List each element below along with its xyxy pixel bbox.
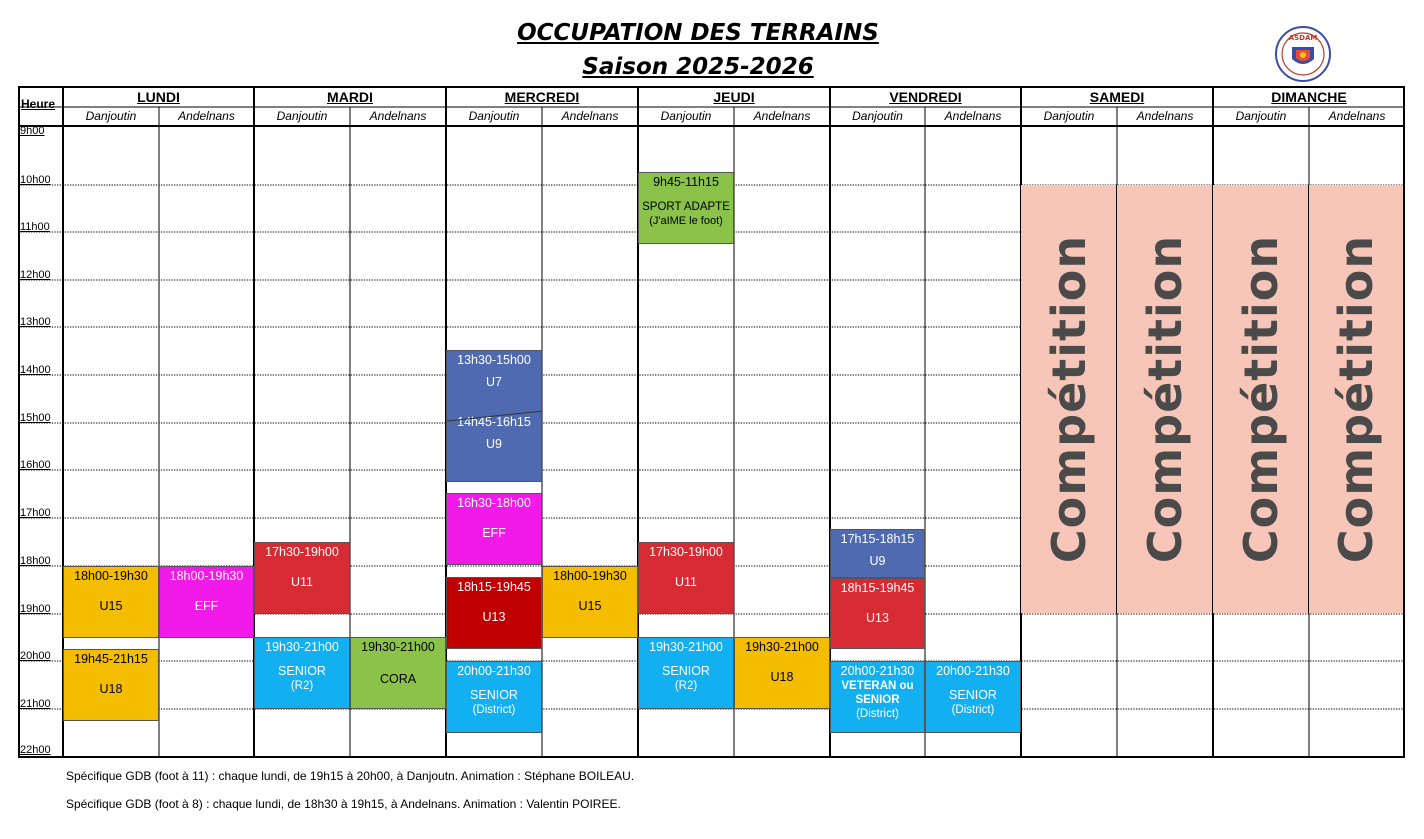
session-block-senior: 20h00-21h30 SENIOR (District) [925, 661, 1021, 733]
competition-block: Compétition [1117, 185, 1213, 613]
field-header: Andelnans [178, 109, 235, 123]
hour-label: 11h00 [20, 221, 50, 233]
field-header: Andelnans [753, 109, 811, 123]
session-block-senior: 20h00-21h30 SENIOR (District) [446, 661, 542, 733]
day-header-jeudi: JEUDI [713, 89, 755, 105]
day-header-dimanche: DIMANCHE [1271, 89, 1347, 105]
session-block-cora: 19h30-21h00 CORA [350, 637, 446, 709]
hour-label: 14h00 [20, 364, 51, 376]
field-header: Danjoutin [660, 109, 712, 123]
field-header: Andelnans [944, 109, 1002, 123]
session-block-eff: 18h00-19h30 EFF [159, 566, 254, 638]
club-logo-icon [1274, 25, 1332, 83]
day-header-samedi: SAMEDI [1089, 89, 1145, 105]
season-title: Saison 2025-2026 [582, 54, 814, 80]
note-line: Spécifique GDB (foot à 8) : chaque lundi, de 18h30 à 19h15, à Andelnans. Animation : Valentin POIREE. [66, 797, 621, 811]
session-block-u15: 18h00-19h30 U15 [63, 566, 159, 638]
svg-text:ASDAM: ASDAM [1288, 34, 1318, 42]
field-header: Andelnans [369, 109, 427, 123]
field-header: Danjoutin [276, 109, 328, 123]
competition-block: Compétition [1213, 185, 1309, 613]
hour-label: 15h00 [20, 412, 51, 424]
hour-label: 22h00 [20, 744, 51, 756]
field-header: Andelnans [561, 109, 619, 123]
session-block-u7-u9: 13h30-15h00 U7 14h45-16h15 U9 [446, 350, 542, 482]
split-line [447, 351, 542, 482]
competition-block: Compétition [1021, 185, 1117, 613]
session-block-u15: 18h00-19h30 U15 [542, 566, 638, 638]
hour-label: 18h00 [20, 555, 51, 567]
session-block-sport-adapte: 9h45-11h15 SPORT ADAPTE (J'aIME le foot) [638, 172, 734, 244]
hour-column-header: Heure [21, 97, 56, 111]
session-block-senior: 19h30-21h00 SENIOR (R2) [638, 637, 734, 709]
session-block-senior: 19h30-21h00 SENIOR (R2) [254, 637, 350, 709]
session-block-eff: 16h30-18h00 EFF [446, 493, 542, 565]
note-line: Spécifique GDB (foot à 11) : chaque lundi, de 19h15 à 20h00, à Danjoutn. Animation : Stéphane BOILEAU. [66, 769, 635, 783]
session-block-u11: 17h30-19h00 U11 [254, 542, 350, 614]
hour-label: 13h00 [20, 316, 51, 328]
day-header-vendredi: VENDREDI [889, 89, 962, 105]
hour-label: 16h00 [20, 459, 51, 471]
day-header-mardi: MARDI [327, 89, 373, 105]
day-header-mercredi: MERCREDI [504, 89, 580, 105]
hour-label: 21h00 [20, 698, 51, 710]
session-block-u9: 17h15-18h15 U9 [830, 529, 925, 578]
hour-label: 17h00 [20, 507, 51, 519]
field-header: Danjoutin [1043, 109, 1095, 123]
hour-label: 10h00 [20, 174, 51, 186]
field-header: Danjoutin [468, 109, 520, 123]
hour-label: 9h00 [20, 125, 45, 137]
field-header: Andelnans [1328, 109, 1386, 123]
day-header-lundi: LUNDI [137, 89, 180, 105]
competition-block: Compétition [1309, 185, 1404, 613]
field-header: Andelnans [1136, 109, 1194, 123]
field-header: Danjoutin [85, 109, 137, 123]
session-block-u11: 17h30-19h00 U11 [638, 542, 734, 614]
session-block-u18: 19h30-21h00 U18 [734, 637, 830, 709]
session-block-u13: 18h15-19h45 U13 [446, 577, 542, 649]
field-header: Danjoutin [852, 109, 903, 123]
session-block-veteran: 20h00-21h30 VETERAN ou SENIOR (District) [830, 661, 925, 733]
hour-label: 19h00 [20, 603, 51, 615]
hour-label: 20h00 [20, 650, 51, 662]
session-block-u13: 18h15-19h45 U13 [830, 578, 925, 649]
hour-label: 12h00 [20, 269, 51, 281]
session-block-u18: 19h45-21h15 U18 [63, 649, 159, 721]
field-header: Danjoutin [1235, 109, 1287, 123]
page-title: OCCUPATION DES TERRAINS [517, 20, 879, 46]
